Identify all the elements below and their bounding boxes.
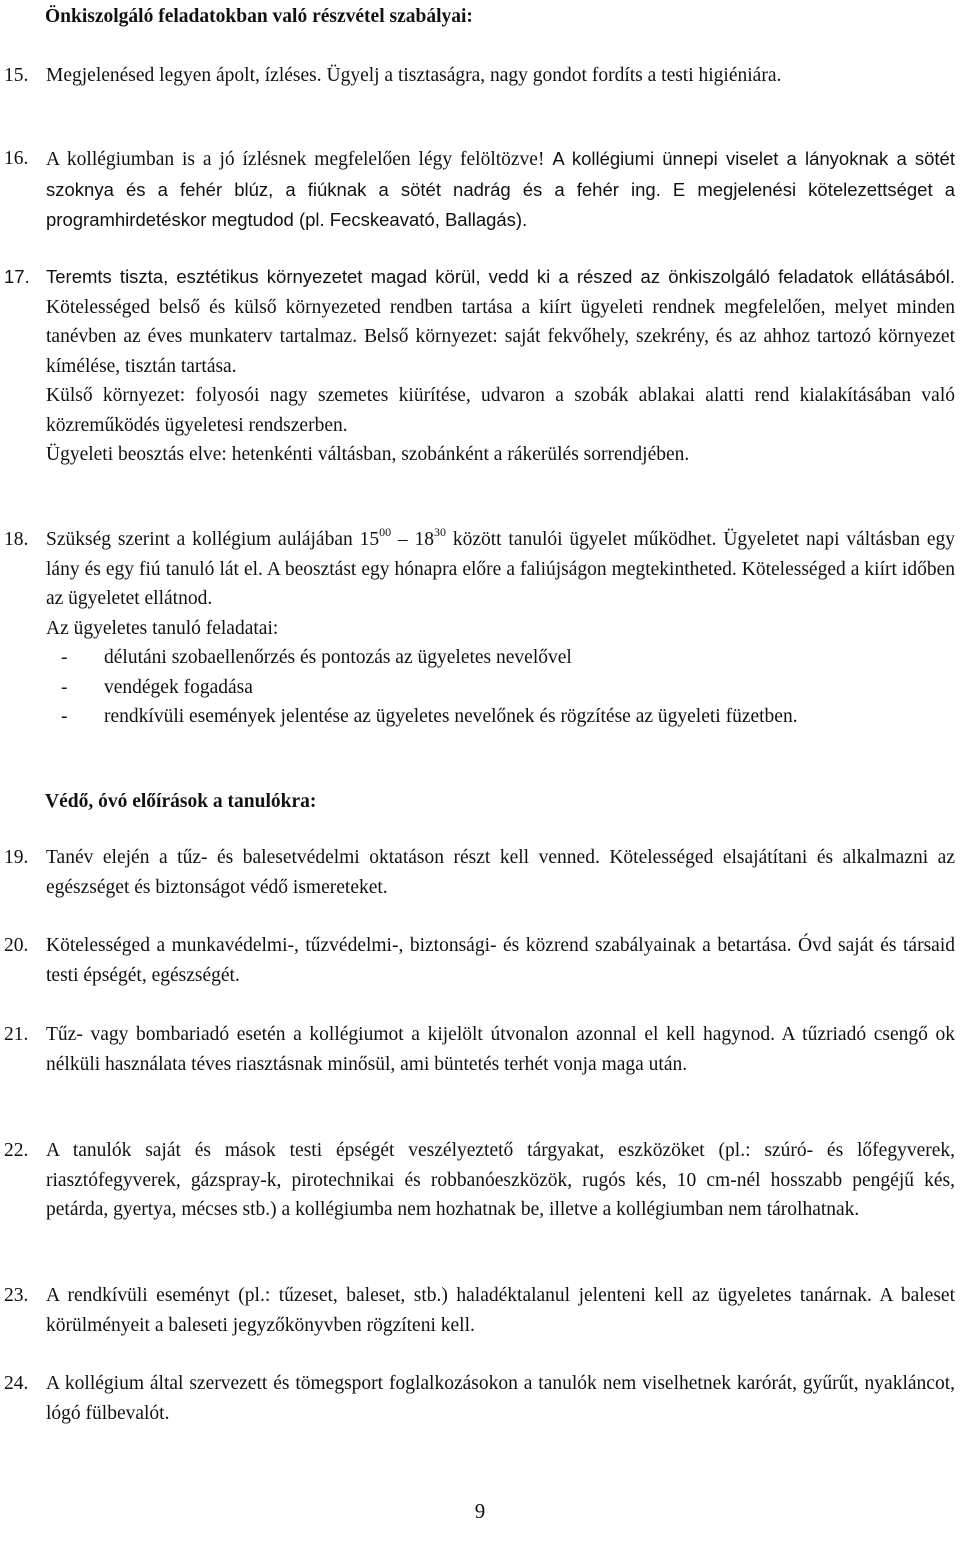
- rule-text: [46, 262, 955, 470]
- list-item: [46, 702, 955, 732]
- rule-number: 23.: [4, 1285, 29, 1306]
- rule-item-23: [0, 1281, 955, 1340]
- rule-text: Kötelességed a munkavédelmi-, tűzvédelmi-, biztonsági- és közrend szabályainak a betartása. Óvd saját és társaid testi épségét, egészségét.: [46, 935, 955, 986]
- rule-text-part: A kollégiumban is a jó ízlésnek megfelelően légy felöltözve!: [46, 149, 553, 170]
- dash-marker: -: [61, 676, 68, 698]
- rule-item-22: [0, 1136, 955, 1225]
- duties-intro: Az ügyeletes tanuló feladatai:: [46, 617, 279, 639]
- rule-item-20: [0, 931, 955, 990]
- rule-paragraph: [46, 262, 955, 381]
- list-item-text: délutáni szobaellenőrzés és pontozás az ügyeletes nevelővel: [104, 647, 572, 668]
- rule-text: [46, 525, 955, 643]
- rule-item-15: [0, 61, 955, 91]
- rule-number: 16.: [4, 148, 29, 169]
- rule-text-part: Kötelességed belső és külső környezeted rendben tartása a kiírt ügyeleti rendnek megfelelően, melyet minden tanévben az éves munkaterv tartalmaz. Belső környezet: saját fekvőhely, szekrény, és az ahhoz tartozó környezet kímélése, tisztán tartása.: [46, 296, 955, 377]
- rule-item-24: [0, 1369, 955, 1428]
- list-item: [46, 643, 955, 673]
- rule-text: Tűz- vagy bombariadó esetén a kollégiumot a kijelölt útvonalon azonnal el kell hagynod. A tűzriadó csengő ok nélküli használata téves riasztásnak minősül, ami büntetés terhét vonja maga után.: [46, 1024, 955, 1075]
- rule-text-part: Teremts tiszta, esztétikus környezetet magad körül, vedd ki a részed az önkiszolgáló feladatok ellátásából.: [46, 266, 955, 287]
- rule-text: [46, 144, 955, 236]
- rule-item-21: [0, 1020, 955, 1079]
- rule-item-19: [0, 843, 955, 902]
- rule-text-part: között tanulói ügyelet működhet. Ügyeletet napi váltásban egy lány és egy fiú tanuló lát el. A beosztást egy hónapra előre a faliújságon megtekintheted. Kötelességed a kiírt időben az ügyeletet ellátnod.: [46, 529, 955, 609]
- rule-item-17: [0, 262, 955, 470]
- list-item-text: rendkívüli események jelentése az ügyeletes nevelőnek és rögzítése az ügyeleti füzetben.: [104, 706, 798, 727]
- dash-marker: -: [61, 647, 68, 668]
- duties-list: [46, 643, 955, 732]
- rule-number: 21.: [4, 1024, 29, 1045]
- rule-text: A rendkívüli eseményt (pl.: tűzeset, baleset, stb.) haladéktalanul jelenteni kell az ügyeletes tanárnak. A baleset körülményeit a baleseti jegyzőkönyvben rögzíteni kell.: [46, 1285, 955, 1336]
- rule-item-16: [0, 144, 955, 236]
- rule-number: 24.: [4, 1373, 29, 1394]
- dash-marker: -: [61, 706, 68, 727]
- rule-text: A tanulók saját és mások testi épségét veszélyeztető tárgyakat, eszközöket (pl.: szúró- és lőfegyverek, riasztófegyverek, gázspray-k, pirotechnikai és robbanóeszközök, rugós kés, 10 cm-nél hosszabb pengéjű kés, petárda, gyertya, mécses stb.) a kollégiumba nem hozhatnak be, illetve a kollégiumban nem tárolhatnak.: [46, 1140, 955, 1220]
- rule-number: 17.: [4, 266, 30, 287]
- list-item: [46, 673, 955, 703]
- rule-number: 20.: [4, 935, 29, 956]
- time-superscript: 00: [379, 525, 392, 539]
- rule-number: 18.: [4, 529, 29, 550]
- rule-number: 15.: [4, 65, 29, 86]
- rule-text: Tanév elején a tűz- és balesetvédelmi oktatáson részt kell venned. Kötelességed elsajátítani és alkalmazni az egészséget és biztonságot védő ismereteket.: [46, 847, 955, 898]
- rule-text: Megjelenésed legyen ápolt, ízléses. Ügyelj a tisztaságra, nagy gondot fordíts a testi higiéniára.: [46, 65, 782, 86]
- rule-paragraph: [46, 525, 955, 614]
- list-item-text: vendégek fogadása: [104, 676, 253, 698]
- rule-paragraph: Külső környezet: folyosói nagy szemetes kiürítése, udvaron a szobák ablakai alatti rend kialakításában való közreműködés ügyeletesi rendszerben.: [46, 385, 955, 436]
- section-heading-safety: Védő, óvó előírások a tanulókra:: [45, 791, 317, 812]
- rule-item-18: [0, 525, 955, 732]
- section-heading-self-service: Önkiszolgáló feladatokban való részvétel szabályai:: [45, 6, 473, 27]
- rule-paragraph: Ügyeleti beosztás elve: hetenkénti váltásban, szobánként a rákerülés sorrendjében.: [46, 444, 690, 465]
- rule-text: A kollégium által szervezett és tömegsport foglalkozásokon a tanulók nem viselhetnek karórát, gyűrűt, nyakláncot, lógó fülbevalót.: [46, 1373, 955, 1424]
- rule-text-part: Szükség szerint a kollégium aulájában 15: [46, 529, 380, 550]
- page-number: 9: [474, 1499, 486, 1523]
- rule-text-part: A kollégiumi ünnepi viselet a lányoknak a sötét szoknya és a fehér blúz, a fiúknak a sötét nadrág és a fehér ing. E megjelenési kötelezettséget a programhirdetéskor megtudod (pl. Fecskeavató, Ballagás).: [46, 148, 955, 230]
- rule-number: 22.: [4, 1140, 29, 1161]
- rule-number: 19.: [4, 847, 29, 868]
- rule-text-part: – 18: [391, 529, 434, 550]
- time-superscript: 30: [434, 525, 446, 539]
